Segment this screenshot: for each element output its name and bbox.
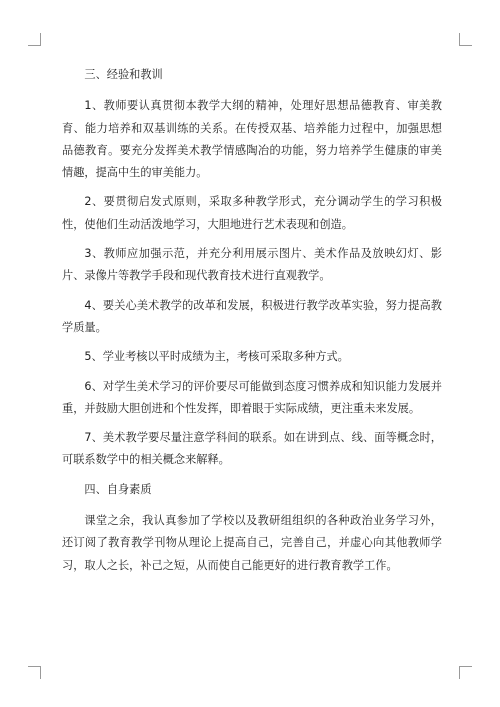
crop-mark-bottom-left [28, 666, 41, 679]
paragraph-item-7: 7、美术教学要尽量注意学科间的联系。如在讲到点、线、面等概念时，可联系数学中的相关概念来解释。 [62, 431, 442, 467]
paragraph-item-3: 3、教师应加强示范，并充分利用展示图片、美术作品及放映幻灯、影片、录像片等教学手段和现代教育技术进行直观教学。 [62, 247, 442, 283]
section-heading-self-quality: 四、自身素质 [84, 482, 152, 496]
paragraph-item-1: 1、教师要认真贯彻本教学大纲的精神，处理好思想品德教育、审美教育、能力培养和双基训练的关系。在传授双基、培养能力过程中，加强思想品德教育。要充分发挥美术教学情感陶冶的功能，努力培养学生健康的审美情趣，提高中生的审美能力。 [62, 99, 442, 180]
document-body [62, 64, 442, 584]
crop-mark-top-left [28, 33, 41, 46]
crop-mark-bottom-right [459, 666, 472, 679]
section-heading-experience: 三、经验和教训 [84, 68, 163, 81]
paragraph-item-4: 4、要关心美术教学的改革和发展，积极进行教学改革实验，努力提高教学质量。 [62, 298, 442, 334]
paragraph-self-quality: 课堂之余，我认真参加了学校以及教研组组织的各种政治业务学习外，还订阅了教育教学刊物从理论上提高自己，完善自己，并虚心向其他教师学习，取人之长，补己之短，从而使自己能更好的进行教育教学工作。 [62, 514, 442, 572]
paragraph-item-2: 2、要贯彻启发式原则，采取多种教学形式，充分调动学生的学习积极性，使他们生动活泼地学习，大胆地进行艺术表现和创造。 [62, 195, 442, 231]
paragraph-item-6: 6、对学生美术学习的评价要尽可能做到态度习惯养成和知识能力发展并重，并鼓励大胆创进和个性发挥，即着眼于实际成绩，更注重未来发展。 [62, 379, 442, 415]
crop-mark-top-right [459, 33, 472, 46]
paragraph-item-5: 5、学业考核以平时成绩为主，考核可采取多种方式。 [84, 350, 349, 364]
